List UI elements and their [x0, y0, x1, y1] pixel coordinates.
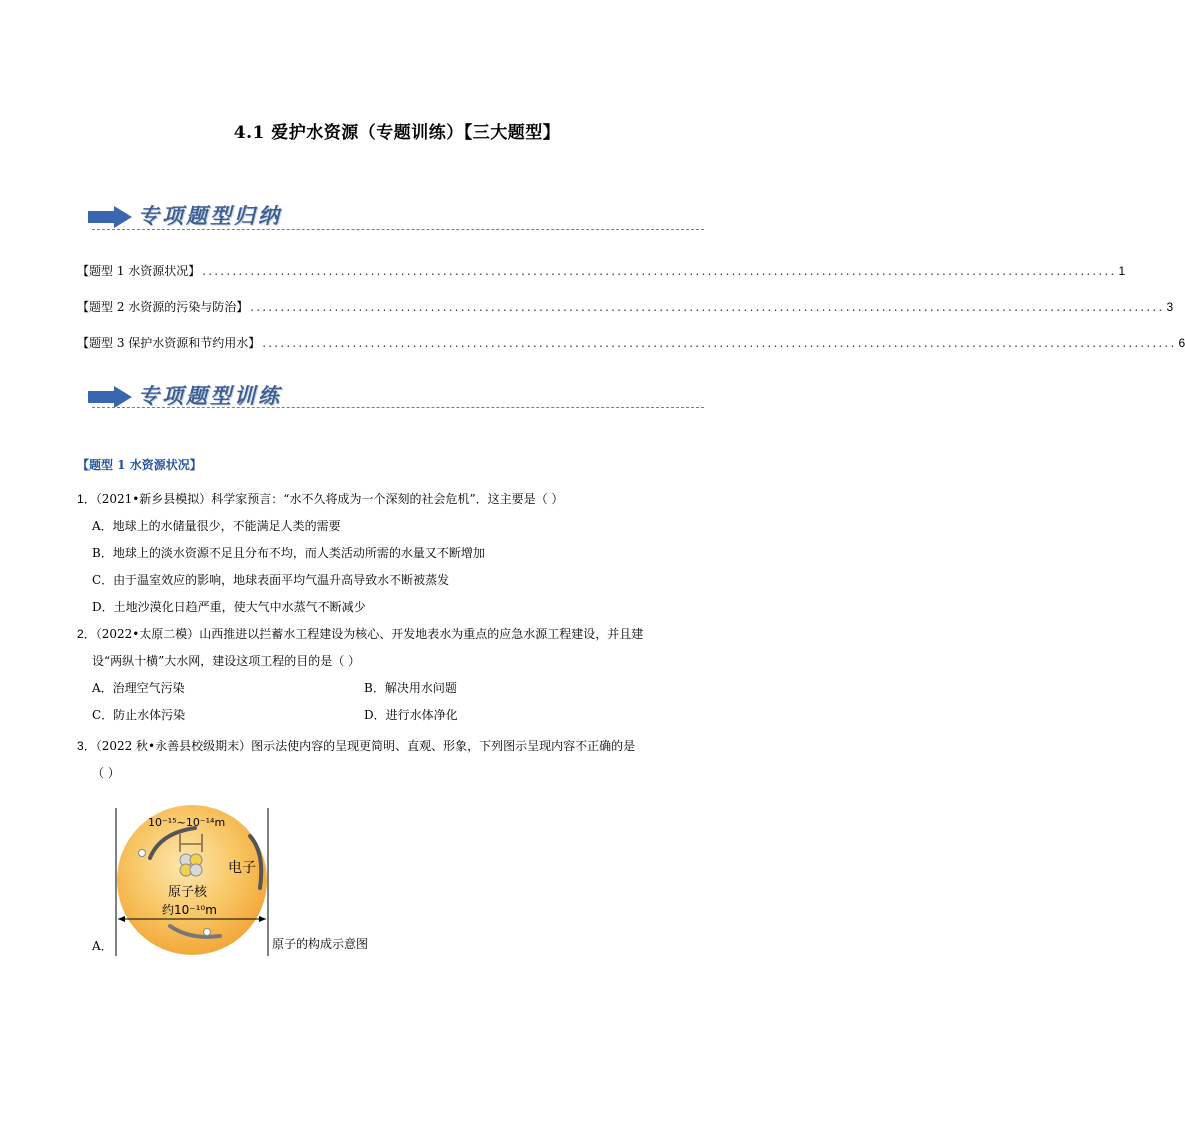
section-heading: 【题型 1 水资源状况】 — [77, 458, 202, 472]
electron-dot — [139, 850, 146, 857]
nucleus-label: 原子核 — [168, 885, 208, 900]
arrow-head-left-icon — [118, 916, 125, 922]
option-b[interactable]: B．解决用水问题 — [364, 681, 457, 695]
question-text: ．（2021•新乡县模拟）科学家预言：“水不久将成为一个深刻的社会危机”．这主要是（ ） — [83, 492, 564, 506]
figure-caption: 原子的构成示意图 — [272, 937, 369, 951]
section-banner-label: 专项题型训练 — [138, 383, 282, 408]
question-3-stem-line-2: （ ） — [92, 766, 120, 780]
toc-item-3[interactable] — [77, 334, 1185, 354]
divider — [92, 407, 704, 408]
question-2-stem-line-2: 设“两纵十横”大水网，建设这项工程的目的是（ ） — [92, 654, 361, 668]
section-banner-training — [88, 380, 688, 414]
option-b[interactable]: B．地球上的淡水资源不足且分布不均，而人类活动所需的水量又不断增加 — [92, 546, 485, 560]
toc-leader: ........................................................................................................................................................ — [262, 336, 1177, 350]
nucleus-size-label: 10⁻¹⁵~10⁻¹⁴m — [148, 816, 226, 829]
toc-page: 3 — [1166, 300, 1174, 314]
question-number: 1 — [77, 492, 84, 506]
question-number: 2 — [77, 627, 84, 641]
toc-leader: ........................................................................................................................................................ — [202, 264, 1117, 278]
toc-page: 1 — [1118, 264, 1126, 278]
toc-label: 【题型 3 保护水资源和节约用水】 — [77, 336, 261, 350]
page-title: 4.1 爱护水资源（专题训练）【三大题型】 — [233, 123, 561, 143]
question-2-stem-line-1 — [77, 624, 643, 644]
divider — [92, 229, 704, 230]
option-d[interactable]: D．进行水体净化 — [364, 708, 458, 722]
option-a-label[interactable]: A． — [92, 939, 113, 953]
option-d[interactable]: D．土地沙漠化日趋严重，使大气中水蒸气不断减少 — [92, 600, 366, 614]
toc-item-1[interactable] — [77, 262, 1126, 282]
electron-dot — [204, 929, 211, 936]
toc-item-2[interactable] — [77, 298, 1174, 318]
question-3-stem-line-1 — [77, 736, 635, 756]
question-1-stem — [77, 489, 563, 509]
option-a[interactable]: A．治理空气污染 — [92, 681, 185, 695]
question-number: 3 — [77, 739, 84, 753]
arrow-icon — [88, 206, 132, 228]
question-text: ．（2022 秋•永善县校级期末）图示法使内容的呈现更简明、直观、形象，下列图示呈现内容不正确的是 — [83, 739, 636, 753]
option-c[interactable]: C．防止水体污染 — [92, 708, 186, 722]
arrow-icon — [88, 386, 132, 408]
nucleus-particle — [190, 864, 202, 876]
option-a[interactable]: A．地球上的水储量很少，不能满足人类的需要 — [92, 519, 341, 533]
toc-label: 【题型 2 水资源的污染与防治】 — [77, 300, 249, 314]
section-banner-label: 专项题型归纳 — [138, 203, 282, 228]
option-c[interactable]: C．由于温室效应的影响，地球表面平均气温升高导致水不断被蒸发 — [92, 573, 450, 587]
toc-label: 【题型 1 水资源状况】 — [77, 264, 201, 278]
toc-page: 6 — [1178, 336, 1185, 350]
atom-diagram — [110, 808, 270, 958]
question-text: ．（2022•太原二模）山西推进以拦蓄水工程建设为核心、开发地表水为重点的应急水源工程建设，并且建 — [83, 627, 644, 641]
arrow-head-right-icon — [259, 916, 266, 922]
electron-label: 电子 — [228, 860, 256, 876]
toc-leader: ........................................................................................................................................................ — [250, 300, 1165, 314]
atom-size-label: 约10⁻¹⁰m — [162, 903, 217, 917]
